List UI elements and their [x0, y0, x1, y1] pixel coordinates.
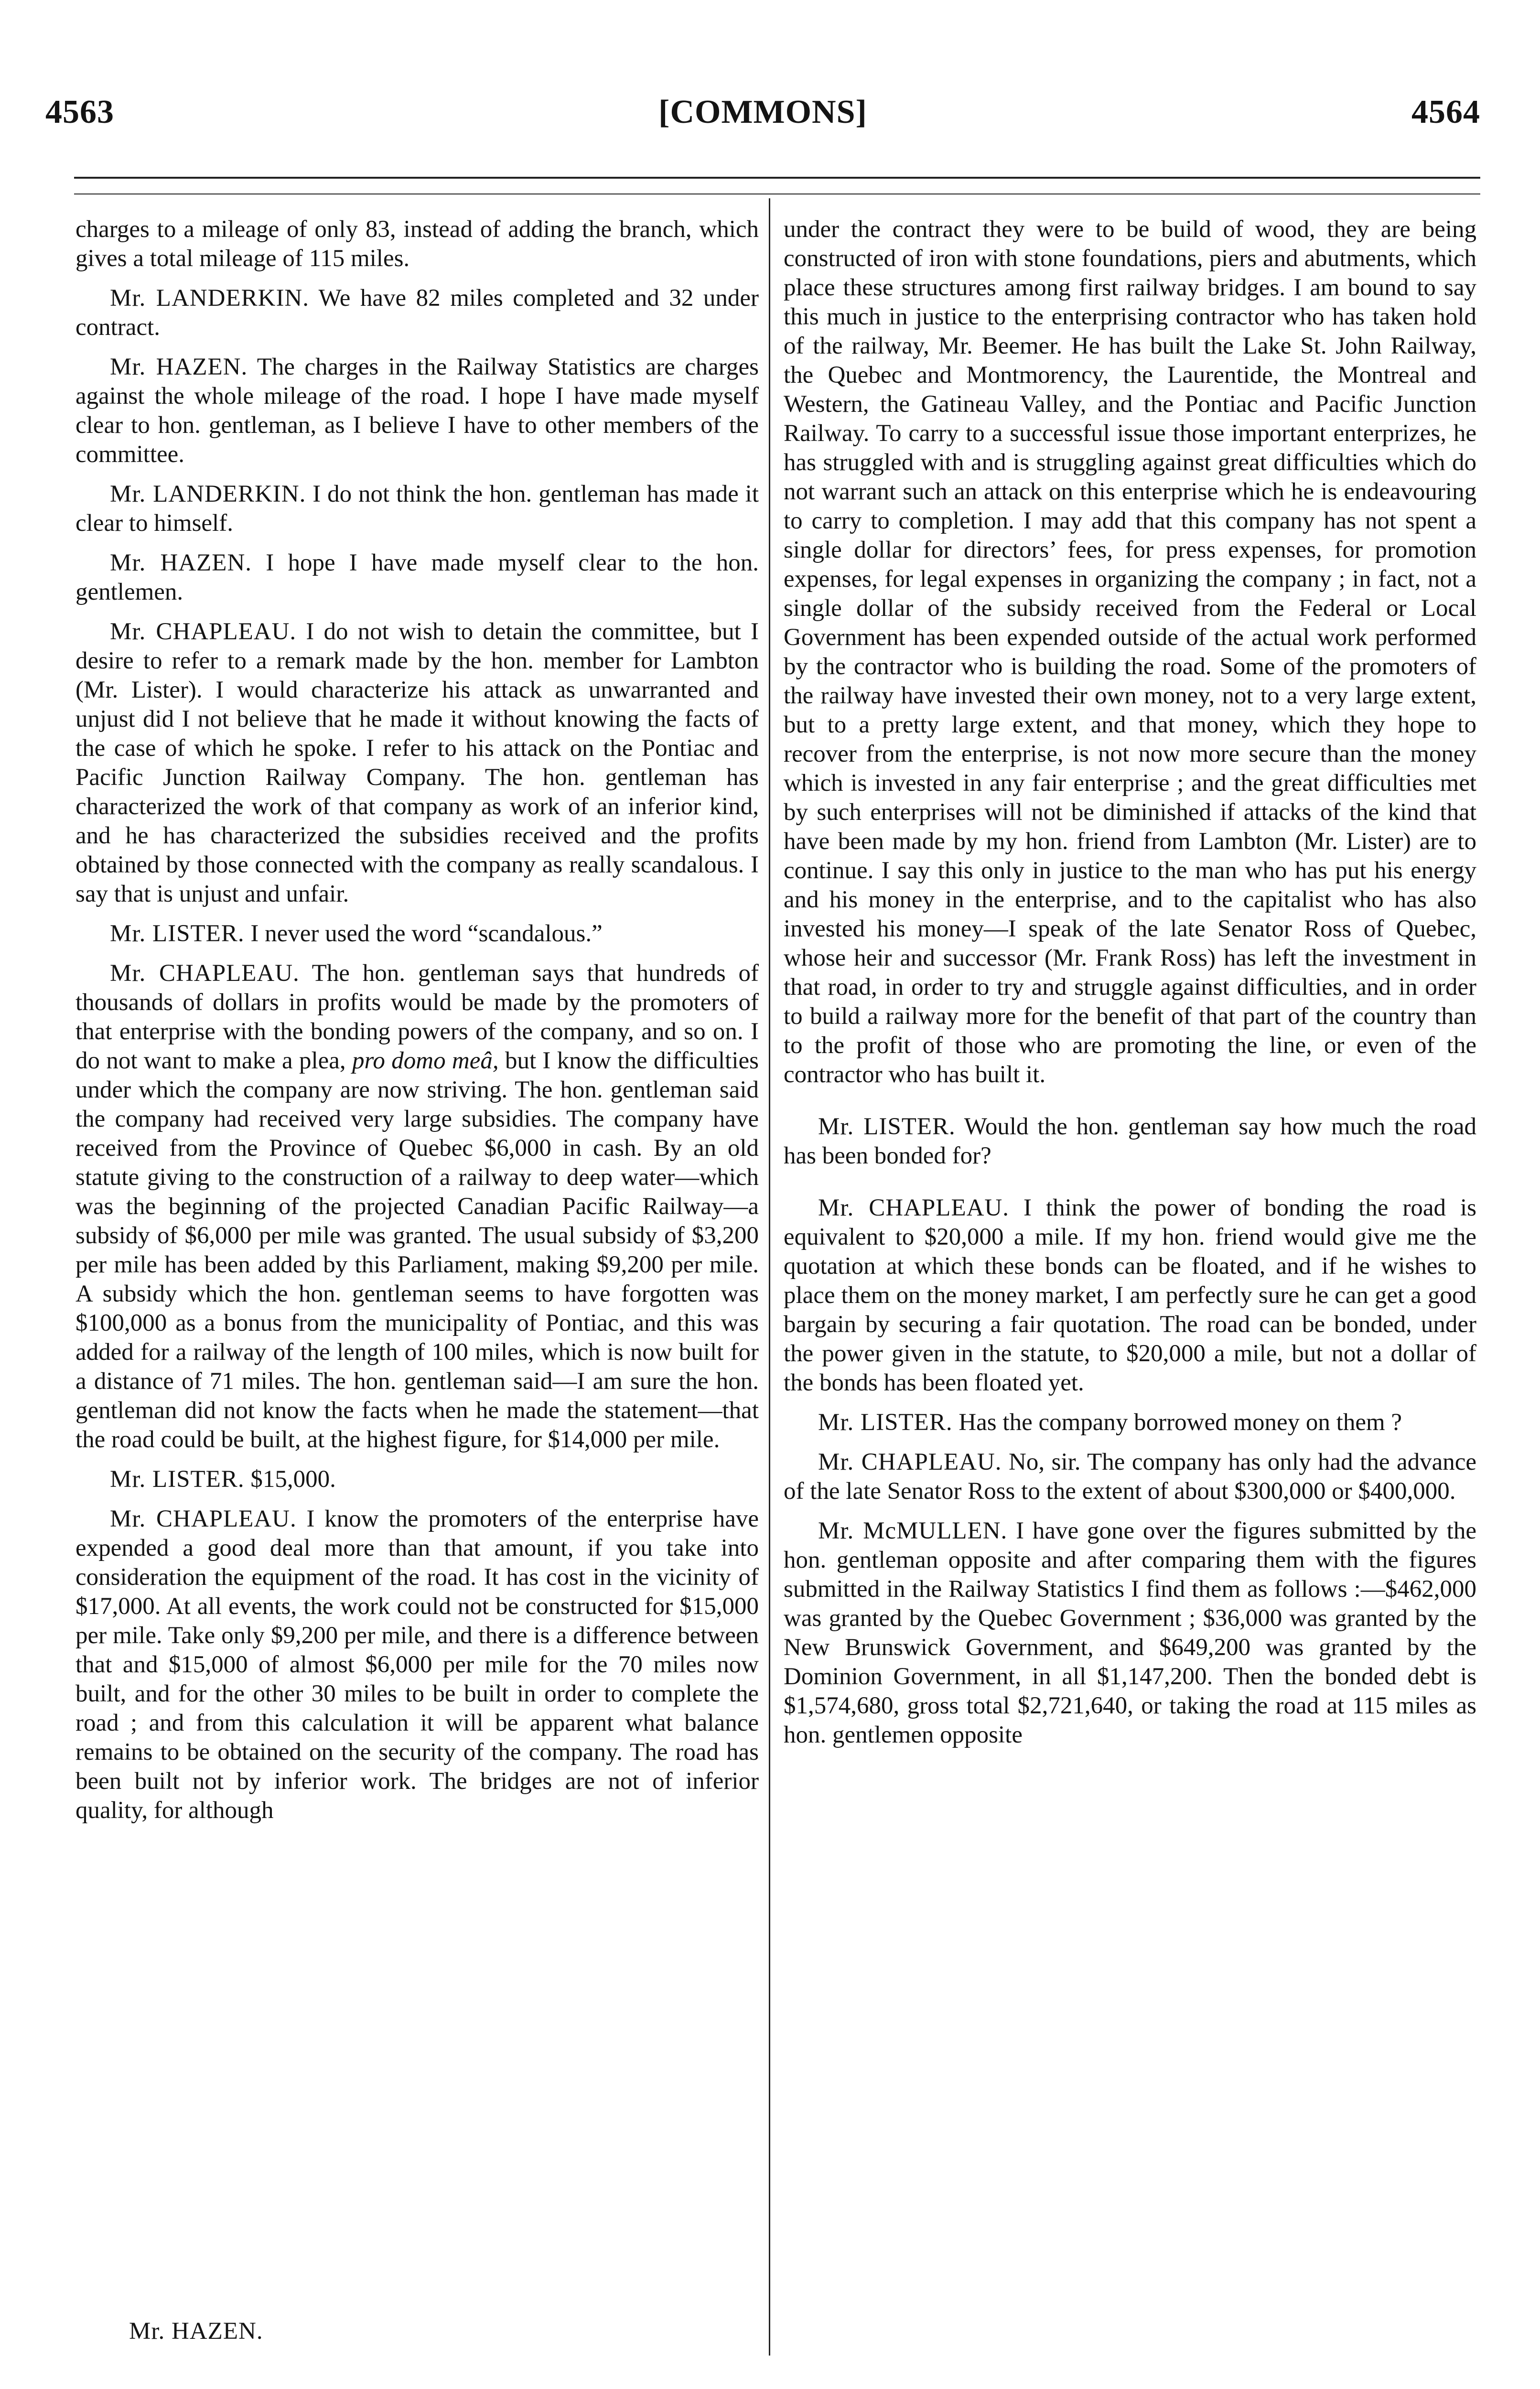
speech: [75, 480, 759, 538]
header-title: [COMMONS]: [658, 94, 867, 130]
speech-text: Has the company borrowed money on them ?: [958, 1409, 1402, 1436]
speech-text: I hope I have made myself clear to the hon. gentlemen.: [75, 549, 759, 605]
speech-text-continued: but I know the difficulties under which the company are now striving. The hon. gentleman said the company had received very large subsidies. The company have received from the Province of Quebec $6,000 in cash. By an old statute giving to the construction of a railway to deep water—which was the beginning of the projected Canadian Pacific Railway—a subsidy of $6,000 per mile was granted. The usual subsidy of $3,200 per mile has been added by this Parliament, making $9,200 per mile. A subsidy which the hon. gentleman seems to have forgotten was $100,000 as a bonus from the municipality of Pontiac, and this was added for a railway of the length of 100 miles, which is now built for a distance of 71 miles. The hon. gentleman said—I am sure the hon. gentleman did not know the facts when he made the statement—that the road could be built, at the highest figure, for $14,000 per mile.: [75, 1047, 759, 1453]
speaker-name: Mr. CHAPLEAU.: [110, 960, 300, 987]
speech-text: I do not wish to detain the committee, but I desire to refer to a remark made by the hon. member for Lambton (Mr. Lister). I would characterize his attack as unwarranted and unjust did I not believe that he made it without knowing the facts of the case of which he spoke. I refer to his attack on the Pontiac and Pacific Junction Railway Company. The hon. gentleman has characterized the work of that company as work of an inferior kind, and he has characterized the subsidies received and the profits obtained by those connected with the company as really scandalous. I say that is unjust and unfair.: [75, 618, 759, 907]
speaker-name: Mr. LISTER.: [818, 1409, 953, 1436]
speaker-name: Mr. LISTER.: [110, 1466, 245, 1493]
speech: [75, 959, 759, 1454]
speech-text: I do not think the hon. gentleman has made it clear to himself.: [75, 481, 759, 537]
speech: [75, 284, 759, 342]
paragraph: under the contract they were to be build of wood, they are being constructed of iron with stone foundations, piers and abutments, which place these structures among first railway bridges. I am bound to say this much in justice to the enterprising contractor who has taken hold of the railway, Mr. Beemer. He has built the Lake St. John Railway, the Quebec and Montmorency, the Laurentide, the Montreal and Western, the Gatineau Valley, and the Pontiac and Pacific Junction Railway. To carry to a successful issue those important enterprizes, he has struggled with and is struggling against great difficulties which do not warrant such an attack on this enterprise which he is endeavouring to carry to completion. I may add that this company has not spent a single dollar for directors’ fees, for press expenses, for promotion expenses, for legal expenses in organizing the company ; in fact, not a single dollar of the subsidy received from the Federal or Local Government has been expended outside of the actual work performed by the contractor who is building the road. Some of the promoters of the railway have invested their own money, not to a very large extent, but to a pretty large extent, and that money, which they hope to recover from the enterprise, is not now more secure than the money which is invested in any fair enterprise ; and the great difficulties met by such enterprises will not be diminished if attacks of the kind that have been made by my hon. friend from Lambton (Mr. Lister) are to continue. I say this only in justice to the man who has put his energy and his money in the enterprise, and to the capitalist who has also invested his money—I speak of the late Senator Ross of Quebec, whose heir and successor (Mr. Frank Ross) has left the investment in that road, in order to try and struggle against difficulties, and in order to build a railway more for the benefit of that part of the country than to the profit of those who are promoting the line, or even of the contractor who has built it.: [784, 216, 1476, 1088]
speech-text: I know the promoters of the enterprise have expended a good deal more than that amount, if you take into consideration the equipment of the road. It has cost in the vicinity of $17,000. At all events, the work could not be constructed for $15,000 per mile. Take only $9,200 per mile, and there is a difference between that and $15,000 of almost $6,000 per mile for the 70 miles now built, and for the other 30 miles to be built in order to complete the road ; and from this calculation it will be apparent what balance remains to be obtained on the security of the company. The road has been built not by inferior work. The bridges are not of inferior quality, for although: [75, 1506, 759, 1824]
latin-phrase: pro domo meâ,: [352, 1047, 499, 1074]
paragraph: charges to a mileage of only 83, instead of adding the branch, which gives a total mileage of 115 miles.: [75, 216, 759, 272]
speaker-name: Mr. HAZEN.: [110, 354, 248, 380]
speech-text: No, sir. The company has only had the advance of the late Senator Ross to the extent of about $300,000 or $400,000.: [784, 1449, 1476, 1505]
speaker-name: Mr. HAZEN.: [110, 549, 252, 576]
speech-text: The charges in the Railway Statistics are charges against the whole mileage of the road. I hope I have made myself clear to hon. gentleman, as I believe I have to other members of the committee.: [75, 354, 759, 468]
speech: [784, 1194, 1476, 1398]
header-rule: [74, 177, 1480, 179]
speech: [75, 1505, 759, 1825]
speaker-name: Mr. CHAPLEAU.: [110, 618, 297, 645]
speaker-name: Mr. CHAPLEAU.: [818, 1194, 1010, 1221]
page-header: [45, 93, 1480, 136]
speech: [75, 353, 759, 469]
right-column: [784, 215, 1476, 1760]
column-divider: [769, 198, 770, 2356]
speaker-name: Mr. CHAPLEAU.: [110, 1506, 297, 1532]
speech: [75, 617, 759, 909]
speaker-name: Mr. LISTER.: [110, 920, 245, 947]
speech-text: I have gone over the figures submitted by the hon. gentleman opposite and after comparing them with the figures submitted in the Railway Statistics I find them as follows :—$462,000 was granted by the Quebec Government ; $36,000 was granted by the New Brunswick Government, and $649,200 was granted by the Dominion Government, in all $1,147,200. Then the bonded debt is $1,574,680, gross total $2,721,640, or taking the road at 115 miles as hon. gentlemen opposite: [784, 1517, 1476, 1748]
speech-text: Would the hon. gentleman say how much the road has been bonded for?: [784, 1113, 1476, 1169]
speech: [784, 1517, 1476, 1750]
speech-text: We have 82 miles completed and 32 under contract.: [75, 285, 759, 341]
speaker-name: Mr. LISTER.: [818, 1113, 956, 1140]
page-number-left: 4563: [45, 94, 114, 130]
speech: [784, 1112, 1476, 1171]
speech-text: I think the power of bonding the road is equivalent to $20,000 a mile. If my hon. friend would give me the quotation at which these bonds can be floated, and if he wishes to place them on the money market, I am perfectly sure he can get a good bargain by securing a fair quotation. The road can be bonded, under the power given in the statute, to $20,000 a mile, but not a dollar of the bonds has been floated yet.: [784, 1194, 1476, 1396]
speech: [784, 1408, 1476, 1437]
speech-text: $15,000.: [250, 1466, 336, 1493]
page-number-right: 4564: [1411, 94, 1480, 130]
speech: [75, 1465, 759, 1494]
speaker-name: Mr. LANDERKIN.: [110, 285, 310, 312]
speech: [75, 919, 759, 948]
speaker-name: Mr. McMULLEN.: [818, 1517, 1008, 1544]
speech-text: The hon. gentleman says that hundreds of thousands of dollars in profits would be made by the promoters of that enterprise with the bonding powers of the company, and so on. I do not want to make a plea,: [75, 960, 759, 1074]
page-signature: Mr. HAZEN.: [129, 2318, 263, 2345]
speech-text: I never used the word “scandalous.”: [250, 920, 603, 947]
speaker-name: Mr. LANDERKIN.: [110, 481, 306, 507]
left-column: [75, 215, 759, 1836]
speaker-name: Mr. CHAPLEAU.: [818, 1449, 1002, 1475]
speech: [75, 549, 759, 607]
speech: [784, 1448, 1476, 1506]
